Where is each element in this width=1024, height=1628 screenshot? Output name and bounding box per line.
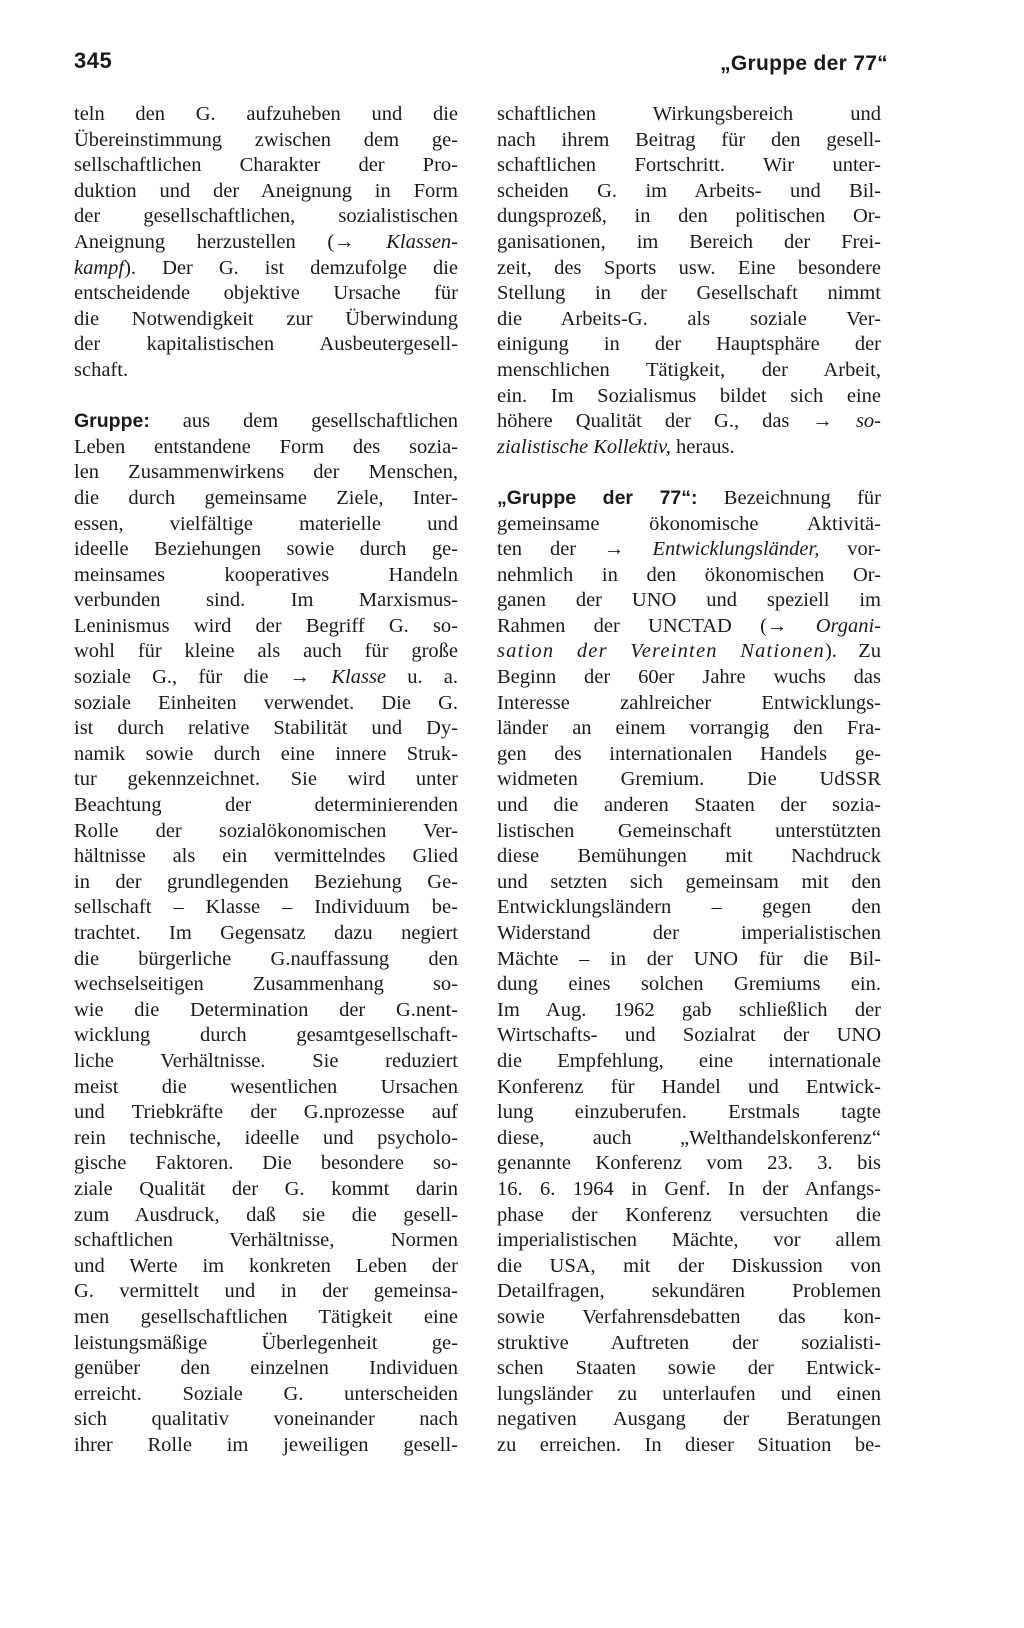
text-line	[497, 870, 881, 896]
line-text: men gesellschaftlichen Tätigkeit eine	[74, 1305, 458, 1328]
running-head: „Gruppe der 77“	[720, 52, 888, 75]
text-line	[74, 1382, 458, 1408]
text-line	[497, 230, 881, 256]
cross-reference: zialistische Kollektiv,	[497, 435, 671, 458]
text-line	[74, 793, 458, 819]
line-text: nach ihrem Beitrag für den gesell-	[497, 128, 881, 151]
text-line	[74, 307, 458, 333]
line-text: die Arbeits-G. als soziale Ver-	[497, 307, 881, 330]
text-line	[74, 230, 458, 256]
text-line	[497, 358, 881, 384]
text-line	[497, 716, 881, 742]
text-line	[497, 1254, 881, 1280]
line-text: Widerstand der imperialistischen	[497, 922, 881, 944]
line-text: wie die Determination der G.nent-	[74, 998, 458, 1021]
line-text: ein. Im Sozialismus bildet sich eine	[497, 384, 881, 407]
line-text: genannte Konferenz vom 23. 3. bis	[497, 1152, 881, 1175]
text-line	[74, 128, 458, 154]
line-text: Leninismus wird der Begriff G. so-	[74, 614, 458, 637]
text-line	[497, 307, 881, 333]
line-text: verbunden sind. Im Marxismus-	[74, 589, 458, 612]
text-line	[497, 332, 881, 358]
text-line	[497, 512, 881, 538]
text-line	[497, 1049, 881, 1075]
line-text: Übereinstimmung zwischen dem ge-	[74, 128, 458, 151]
cross-reference: Organi-	[815, 614, 881, 637]
text-line	[74, 716, 458, 742]
line-text: tur gekennzeichnet. Sie wird unter	[74, 768, 458, 791]
line-text: rein technische, ideelle und psycholo-	[74, 1126, 458, 1149]
line-text: ). Der G. ist demzufolge die	[124, 256, 458, 279]
line-text: ziale Qualität der G. kommt darin	[74, 1177, 458, 1200]
line-text: vor-	[819, 538, 881, 561]
text-line	[74, 1151, 458, 1177]
line-text: Wirtschafts- und Sozialrat der UNO	[497, 1024, 881, 1047]
line-text: länder an einem vorrangig den Fra-	[497, 717, 881, 740]
paragraph-gap	[74, 384, 458, 410]
text-line	[497, 1075, 881, 1101]
line-text: liche Verhältnisse. Sie reduziert	[74, 1049, 458, 1072]
right-column	[497, 102, 881, 1458]
line-text: erreicht. Soziale G. unterscheiden	[74, 1382, 458, 1405]
line-text: Stellung in der Gesellschaft nimmt	[497, 282, 881, 305]
text-line	[74, 1356, 458, 1382]
line-text: einigung in der Hauptsphäre der	[497, 333, 881, 356]
text-line	[74, 895, 458, 921]
line-text: zeit, des Sports usw. Eine besondere	[497, 256, 881, 279]
text-line	[74, 256, 458, 282]
line-text: listischen Gemeinschaft unterstützten	[497, 819, 881, 842]
paragraph-gap	[497, 460, 881, 486]
entry-keyword: Gruppe:	[74, 410, 150, 433]
text-line	[497, 537, 881, 563]
line-text: Konferenz für Handel und Entwick-	[497, 1075, 881, 1098]
line-text: die Notwendigkeit zur Überwindung	[74, 307, 458, 330]
text-line	[497, 691, 881, 717]
text-line	[497, 998, 881, 1024]
text-line	[74, 1126, 458, 1152]
line-text: wohl für kleine als auch für große	[74, 640, 458, 663]
text-line	[74, 972, 458, 998]
line-text: wechselseitigen Zusammenhang so-	[74, 973, 458, 996]
text-line	[74, 767, 458, 793]
text-line	[497, 793, 881, 819]
line-text: G. vermittelt und in der gemeinsa-	[74, 1280, 458, 1303]
line-text: namik sowie durch eine innere Struk-	[74, 742, 458, 765]
line-text: zum Ausdruck, daß sie die gesell-	[74, 1203, 458, 1226]
cross-reference: Klasse	[331, 666, 387, 689]
text-line	[74, 486, 458, 512]
line-text: meinsames kooperatives Handeln	[74, 563, 458, 586]
page-number: 345	[74, 48, 113, 73]
line-text: duktion und der Aneignung in Form	[74, 179, 458, 202]
line-text: die bürgerliche G.nauffassung den	[74, 947, 458, 970]
text-line	[497, 128, 881, 154]
line-text: phase der Konferenz versuchten die	[497, 1203, 881, 1226]
text-line	[74, 179, 458, 205]
line-text: die durch gemeinsame Ziele, Inter-	[74, 486, 458, 509]
line-text: u. a.	[386, 666, 458, 689]
line-text: leistungsmäßige Überlegenheit ge-	[74, 1331, 458, 1354]
text-line	[74, 281, 458, 307]
line-text: gische Faktoren. Die besondere so-	[74, 1152, 458, 1175]
line-text: ihrer Rolle im jeweiligen gesell-	[74, 1433, 458, 1456]
text-line	[497, 1407, 881, 1433]
line-text: aus dem gesellschaftlichen	[149, 410, 458, 433]
text-line	[497, 153, 881, 179]
text-line	[497, 1126, 881, 1152]
line-text: wicklung durch gesamtgesellschaft-	[74, 1024, 458, 1047]
line-text: lungsländer zu unterlaufen und einen	[497, 1382, 881, 1405]
line-text: Beginn der 60er Jahre wuchs das	[497, 666, 881, 689]
line-text: diese Bemühungen mit Nachdruck	[497, 845, 881, 868]
line-text: höhere Qualität der G., das →	[497, 410, 856, 433]
text-line	[74, 691, 458, 717]
line-text: entscheidende objektive Ursache für	[74, 282, 458, 305]
text-line	[74, 1254, 458, 1280]
line-text: schaftlichen Wirkungsbereich und	[497, 103, 881, 125]
text-line	[497, 1331, 881, 1357]
text-line	[74, 588, 458, 614]
cross-reference: kampf	[74, 256, 125, 279]
text-line	[74, 102, 458, 128]
text-line	[497, 614, 881, 640]
text-line	[74, 435, 458, 461]
line-text: Im Aug. 1962 gab schließlich der	[497, 998, 881, 1021]
text-line	[74, 1203, 458, 1229]
line-text: zu erreichen. In dieser Situation be-	[497, 1433, 881, 1456]
line-text: die Empfehlung, eine internationale	[497, 1049, 881, 1072]
text-line	[497, 1228, 881, 1254]
entry-keyword: „Gruppe der 77“:	[497, 486, 698, 509]
text-line	[497, 1382, 881, 1408]
text-line	[74, 1177, 458, 1203]
text-line	[74, 1433, 458, 1459]
line-text: nehmlich in den ökonomischen Or-	[497, 563, 881, 586]
left-column	[74, 102, 458, 1458]
line-text: teln den G. aufzuheben und die	[74, 103, 458, 125]
text-line	[74, 563, 458, 589]
text-line	[74, 998, 458, 1024]
line-text: essen, vielfältige materielle und	[74, 512, 458, 535]
text-line	[74, 1228, 458, 1254]
text-line	[497, 1305, 881, 1331]
line-text: ideelle Beziehungen sowie durch ge-	[74, 538, 458, 561]
line-text: und die anderen Staaten der sozia-	[497, 794, 881, 817]
line-text: meist die wesentlichen Ursachen	[74, 1075, 458, 1098]
cross-reference: sation der Vereinten Nationen	[497, 640, 825, 663]
line-text: die USA, mit der Diskussion von	[497, 1254, 881, 1277]
text-line	[74, 512, 458, 538]
text-line	[74, 1100, 458, 1126]
text-line	[74, 947, 458, 973]
text-line	[497, 179, 881, 205]
text-line	[497, 1151, 881, 1177]
line-text: sellschaftlichen Charakter der Pro-	[74, 154, 458, 177]
line-text: in der grundlegenden Beziehung Ge-	[74, 870, 458, 893]
line-text: Beachtung der determinierenden	[74, 794, 458, 817]
text-line	[497, 639, 881, 665]
text-line	[74, 332, 458, 358]
text-line	[74, 1049, 458, 1075]
text-line	[74, 204, 458, 230]
line-text: Detailfragen, sekundären Problemen	[497, 1280, 881, 1303]
line-text: Interesse zahlreicher Entwicklungs-	[497, 691, 881, 714]
text-line	[497, 563, 881, 589]
line-text: heraus.	[670, 435, 735, 458]
text-line	[74, 844, 458, 870]
line-text: len Zusammenwirkens der Menschen,	[74, 461, 458, 484]
cross-reference: Klassen-	[386, 230, 458, 253]
cross-reference: Entwicklungsländer,	[652, 538, 820, 561]
text-line	[497, 486, 881, 512]
line-text: lung einzuberufen. Erstmals tagte	[497, 1101, 881, 1124]
text-line	[497, 819, 881, 845]
text-line	[497, 1203, 881, 1229]
text-line	[497, 256, 881, 282]
line-text: sellschaft – Klasse – Individuum be-	[74, 896, 458, 919]
text-line	[74, 819, 458, 845]
line-text: und Triebkräfte der G.nprozesse auf	[74, 1101, 458, 1124]
text-line	[497, 1356, 881, 1382]
line-text: ganen der UNO und speziell im	[497, 589, 881, 612]
line-text: ). Zu	[824, 640, 881, 663]
text-line	[74, 1407, 458, 1433]
line-text: 16. 6. 1964 in Genf. In der Anfangs-	[497, 1177, 881, 1200]
line-text: Aneignung herzustellen (→	[74, 230, 387, 253]
text-line	[74, 639, 458, 665]
line-text: Bezeichnung für	[697, 486, 881, 509]
text-line	[497, 435, 881, 461]
text-line	[74, 1331, 458, 1357]
line-text: ten der →	[497, 538, 653, 561]
text-line	[74, 358, 458, 384]
line-text: der gesellschaftlichen, sozialistischen	[74, 205, 458, 228]
line-text: Mächte – in der UNO für die Bil-	[497, 947, 881, 970]
line-text: sowie Verfahrensdebatten das kon-	[497, 1305, 881, 1328]
line-text: der kapitalistischen Ausbeutergesell-	[74, 333, 458, 356]
line-text: gen des internationalen Handels ge-	[497, 742, 881, 765]
line-text: Leben entstandene Form des sozia-	[74, 435, 458, 458]
text-line	[74, 460, 458, 486]
text-line	[74, 870, 458, 896]
line-text: ganisationen, im Bereich der Frei-	[497, 230, 881, 253]
text-line	[497, 588, 881, 614]
text-line	[497, 1279, 881, 1305]
text-line	[497, 767, 881, 793]
text-line	[74, 614, 458, 640]
text-line	[74, 665, 458, 691]
line-text: negativen Ausgang der Beratungen	[497, 1408, 881, 1431]
text-line	[74, 1023, 458, 1049]
text-line	[497, 742, 881, 768]
text-line	[497, 409, 881, 435]
line-text: dungsprozeß, in den politischen Or-	[497, 205, 881, 228]
line-text: diese, auch „Welthandelskonferenz“	[497, 1126, 881, 1149]
text-line	[74, 537, 458, 563]
line-text: menschlichen Tätigkeit, der Arbeit,	[497, 358, 881, 381]
line-text: soziale G., für die →	[74, 666, 332, 689]
line-text: ist durch relative Stabilität und Dy-	[74, 717, 458, 740]
line-text: schen Staaten sowie der Entwick-	[497, 1357, 881, 1380]
line-text: imperialistischen Mächte, vor allem	[497, 1229, 881, 1252]
line-text: widmeten Gremium. Die UdSSR	[497, 768, 881, 791]
text-line	[74, 1305, 458, 1331]
line-text: dung eines solchen Gremiums ein.	[497, 973, 881, 996]
line-text: und setzten sich gemeinsam mit den	[497, 870, 881, 893]
text-line	[74, 921, 458, 947]
text-line	[497, 921, 881, 947]
line-text: Rolle der sozialökonomischen Ver-	[74, 819, 458, 842]
line-text: schaftlichen Fortschritt. Wir unter-	[497, 154, 881, 177]
line-text: Rahmen der UNCTAD (→	[497, 614, 816, 637]
text-line	[497, 1023, 881, 1049]
line-text: struktive Auftreten der sozialisti-	[497, 1331, 881, 1354]
text-line	[497, 102, 881, 128]
text-line	[74, 409, 458, 435]
line-text: sich qualitativ voneinander nach	[74, 1408, 458, 1431]
text-line	[497, 384, 881, 410]
text-line	[74, 1279, 458, 1305]
line-text: Entwicklungsländern – gegen den	[497, 896, 881, 919]
cross-reference: so-	[855, 410, 881, 433]
line-text: hältnisse als ein vermittelndes Glied	[74, 845, 458, 868]
text-line	[74, 153, 458, 179]
text-line	[74, 1075, 458, 1101]
text-line	[497, 895, 881, 921]
line-text: trachtet. Im Gegensatz dazu negiert	[74, 922, 458, 944]
text-line	[497, 204, 881, 230]
line-text: gemeinsame ökonomische Aktivitä-	[497, 512, 881, 535]
line-text: scheiden G. im Arbeits- und Bil-	[497, 179, 881, 202]
text-line	[497, 1433, 881, 1459]
text-line	[74, 742, 458, 768]
line-text: schaftlichen Verhältnisse, Normen	[74, 1229, 458, 1252]
text-line	[497, 281, 881, 307]
text-line	[497, 972, 881, 998]
line-text: soziale Einheiten verwendet. Die G.	[74, 691, 458, 714]
text-line	[497, 844, 881, 870]
text-line	[497, 1177, 881, 1203]
text-line	[497, 947, 881, 973]
text-line	[497, 665, 881, 691]
line-text: schaft.	[74, 358, 129, 381]
line-text: genüber den einzelnen Individuen	[74, 1357, 458, 1380]
text-line	[497, 1100, 881, 1126]
line-text: und Werte im konkreten Leben der	[74, 1254, 458, 1277]
